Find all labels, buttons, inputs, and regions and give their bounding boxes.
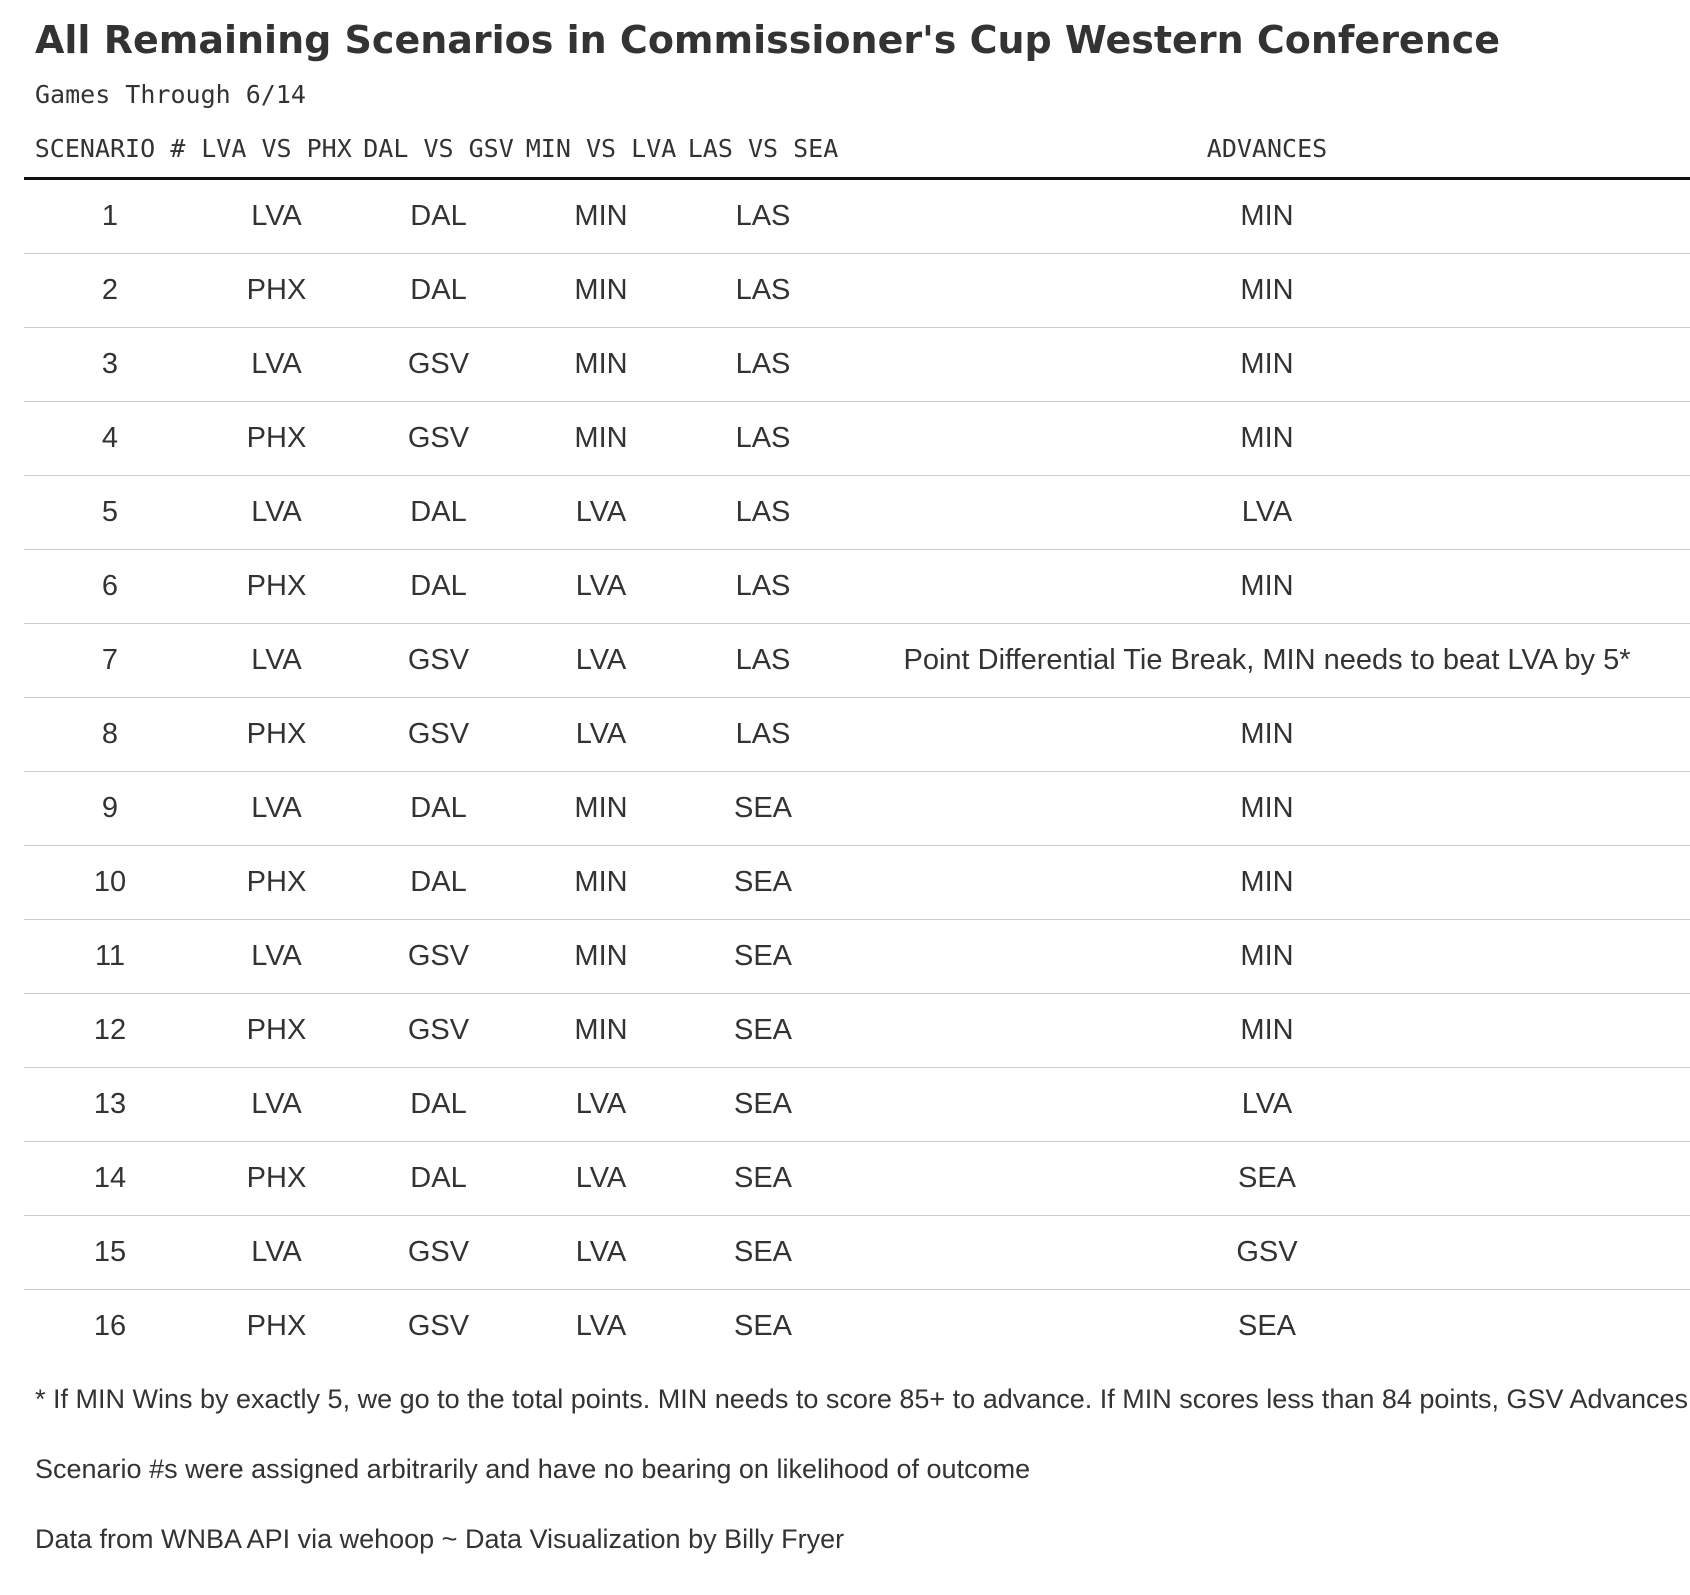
lva-vs-phx-cell: LVA — [196, 1068, 357, 1142]
advances-cell: MIN — [844, 402, 1690, 476]
scenario-number-cell: 3 — [24, 328, 196, 402]
table-row — [24, 1216, 1690, 1290]
table-row — [24, 254, 1690, 328]
las-vs-sea-cell: SEA — [733, 1310, 793, 1342]
column-header-min-vs-lva: MIN VS LVA — [520, 119, 682, 179]
lva-vs-phx-cell: LVA — [196, 179, 357, 254]
advances-cell: MIN — [844, 698, 1690, 772]
las-vs-sea-cell: SEA — [682, 846, 844, 920]
scenario-number-cell: 9 — [24, 772, 196, 846]
lva-vs-phx-cell: PHX — [196, 550, 357, 624]
dal-vs-gsv-cell: GSV — [407, 1310, 470, 1342]
lva-vs-phx-cell: LVA — [196, 920, 357, 994]
footnote-scenario-numbers: Scenario #s were assigned arbitrarily and have no bearing on likelihood of outcome — [35, 1454, 1031, 1484]
footnotes — [35, 1385, 1688, 1595]
advances-cell: GSV — [844, 1216, 1690, 1290]
dal-vs-gsv-cell: GSV — [357, 698, 520, 772]
advances-cell: MIN — [844, 920, 1690, 994]
lva-vs-phx-cell: LVA — [196, 328, 357, 402]
advances-cell: SEA — [1237, 1310, 1297, 1342]
dal-vs-gsv-cell: DAL — [357, 476, 520, 550]
table-row — [24, 402, 1690, 476]
lva-vs-phx-cell: PHX — [246, 1310, 307, 1342]
dal-vs-gsv-cell: DAL — [357, 1068, 520, 1142]
scenario-number-cell: 6 — [24, 550, 196, 624]
table-row — [24, 698, 1690, 772]
column-header-advances: ADVANCES — [844, 119, 1690, 179]
table-row — [24, 772, 1690, 846]
lva-vs-phx-cell: LVA — [196, 624, 357, 698]
table-row — [24, 328, 1690, 402]
min-vs-lva-cell: MIN — [520, 772, 682, 846]
dal-vs-gsv-cell: GSV — [357, 1216, 520, 1290]
lva-vs-phx-cell: LVA — [196, 772, 357, 846]
table-row — [24, 920, 1690, 994]
lva-vs-phx-cell: PHX — [196, 1142, 357, 1216]
chart-subtitle: Games Through 6/14 — [35, 80, 306, 109]
min-vs-lva-cell: LVA — [520, 476, 682, 550]
scenario-number-cell: 12 — [24, 994, 196, 1068]
scenario-number-cell: 5 — [24, 476, 196, 550]
column-header-dal-vs-gsv: DAL VS GSV — [357, 119, 520, 179]
min-vs-lva-cell: LVA — [520, 1142, 682, 1216]
dal-vs-gsv-cell: DAL — [357, 179, 520, 254]
scenario-number-cell: 15 — [24, 1216, 196, 1290]
las-vs-sea-cell: SEA — [682, 772, 844, 846]
min-vs-lva-cell: MIN — [520, 254, 682, 328]
las-vs-sea-cell: LAS — [682, 328, 844, 402]
table-row — [24, 1142, 1690, 1216]
las-vs-sea-cell: SEA — [682, 994, 844, 1068]
dal-vs-gsv-cell: GSV — [357, 994, 520, 1068]
dal-vs-gsv-cell: DAL — [357, 254, 520, 328]
las-vs-sea-cell: SEA — [682, 1142, 844, 1216]
column-header-lva-vs-phx: LVA VS PHX — [196, 119, 357, 179]
advances-cell: MIN — [844, 994, 1690, 1068]
column-header-scenario: SCENARIO # — [24, 119, 196, 179]
scenario-number-cell: 7 — [24, 624, 196, 698]
lva-vs-phx-cell: LVA — [196, 476, 357, 550]
scenario-number-cell: 2 — [24, 254, 196, 328]
table-row — [24, 1290, 1690, 1364]
scenario-number-cell: 13 — [24, 1068, 196, 1142]
min-vs-lva-cell: LVA — [520, 698, 682, 772]
scenario-number-cell: 14 — [24, 1142, 196, 1216]
scenario-number-cell: 16 — [93, 1310, 127, 1342]
advances-cell: MIN — [844, 328, 1690, 402]
table-row — [24, 550, 1690, 624]
dal-vs-gsv-cell: DAL — [357, 1142, 520, 1216]
lva-vs-phx-cell: LVA — [196, 1216, 357, 1290]
min-vs-lva-cell: LVA — [520, 550, 682, 624]
advances-cell: LVA — [844, 1068, 1690, 1142]
las-vs-sea-cell: LAS — [682, 254, 844, 328]
dal-vs-gsv-cell: GSV — [357, 402, 520, 476]
lva-vs-phx-cell: PHX — [196, 698, 357, 772]
las-vs-sea-cell: LAS — [682, 698, 844, 772]
advances-cell: MIN — [844, 254, 1690, 328]
min-vs-lva-cell: MIN — [520, 920, 682, 994]
las-vs-sea-cell: LAS — [682, 402, 844, 476]
table-row — [24, 994, 1690, 1068]
table-header — [24, 119, 1690, 179]
header-row — [24, 119, 1690, 179]
footnote-tiebreak: * If MIN Wins by exactly 5, we go to the total points. MIN needs to score 85+ to advance. If MIN scores less than 84 points, GSV Advances — [35, 1384, 1689, 1414]
lva-vs-phx-cell: PHX — [196, 846, 357, 920]
table-row — [24, 1068, 1690, 1142]
min-vs-lva-cell: LVA — [520, 1068, 682, 1142]
las-vs-sea-cell: LAS — [682, 624, 844, 698]
table-body — [24, 179, 1690, 1364]
min-vs-lva-cell: LVA — [575, 1310, 627, 1342]
advances-cell: MIN — [844, 846, 1690, 920]
scenario-number-cell: 4 — [24, 402, 196, 476]
min-vs-lva-cell: MIN — [520, 328, 682, 402]
advances-cell: LVA — [844, 476, 1690, 550]
scenario-number-cell: 10 — [24, 846, 196, 920]
las-vs-sea-cell: SEA — [682, 920, 844, 994]
advances-cell: MIN — [844, 772, 1690, 846]
dal-vs-gsv-cell: DAL — [357, 846, 520, 920]
scenario-table — [24, 119, 1690, 1363]
las-vs-sea-cell: SEA — [682, 1216, 844, 1290]
min-vs-lva-cell: LVA — [520, 1216, 682, 1290]
column-header-las-vs-sea: LAS VS SEA — [682, 119, 844, 179]
las-vs-sea-cell: LAS — [682, 550, 844, 624]
dal-vs-gsv-cell: GSV — [357, 624, 520, 698]
min-vs-lva-cell: MIN — [520, 846, 682, 920]
lva-vs-phx-cell: PHX — [196, 994, 357, 1068]
table-row — [24, 476, 1690, 550]
dal-vs-gsv-cell: DAL — [357, 772, 520, 846]
lva-vs-phx-cell: PHX — [196, 402, 357, 476]
scenario-number-cell: 11 — [24, 920, 196, 994]
las-vs-sea-cell: SEA — [682, 1068, 844, 1142]
lva-vs-phx-cell: PHX — [196, 254, 357, 328]
table-row — [24, 624, 1690, 698]
min-vs-lva-cell: LVA — [520, 624, 682, 698]
advances-cell: SEA — [844, 1142, 1690, 1216]
chart-title: All Remaining Scenarios in Commissioner's Cup Western Conference — [35, 18, 1501, 62]
min-vs-lva-cell: MIN — [520, 179, 682, 254]
scenario-number-cell: 8 — [24, 698, 196, 772]
dal-vs-gsv-cell: GSV — [357, 328, 520, 402]
advances-cell: MIN — [844, 550, 1690, 624]
dal-vs-gsv-cell: DAL — [357, 550, 520, 624]
footnote-source: Data from WNBA API via wehoop ~ Data Visualization by Billy Fryer — [35, 1524, 845, 1554]
dal-vs-gsv-cell: GSV — [357, 920, 520, 994]
min-vs-lva-cell: MIN — [520, 402, 682, 476]
scenario-number-cell: 1 — [24, 179, 196, 254]
las-vs-sea-cell: LAS — [682, 476, 844, 550]
advances-cell: MIN — [844, 179, 1690, 254]
table-row — [24, 179, 1690, 254]
advances-cell: Point Differential Tie Break, MIN needs to beat LVA by 5* — [844, 624, 1690, 698]
las-vs-sea-cell: LAS — [682, 179, 844, 254]
min-vs-lva-cell: MIN — [520, 994, 682, 1068]
table-row — [24, 846, 1690, 920]
